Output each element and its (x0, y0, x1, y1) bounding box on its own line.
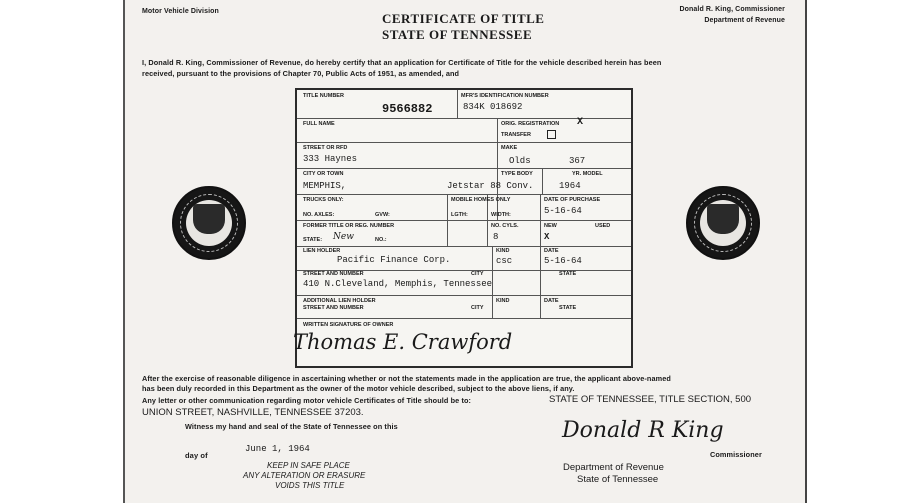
title-section-address-2: UNION STREET, NASHVILLE, TENNESSEE 37203. (142, 407, 364, 418)
commissioner-header: Donald R. King, Commissioner (679, 6, 785, 13)
orig-registration-label: ORIG. REGISTRATION (501, 121, 560, 127)
state-footer: State of Tennessee (577, 474, 659, 485)
additional-street-label: STREET AND NUMBER (303, 305, 364, 311)
additional-city-label: CITY (471, 305, 484, 311)
state-title: STATE OF TENNESSEE (382, 27, 533, 42)
title-number-value: 9566882 (382, 102, 433, 116)
lien-state-label: STATE (559, 271, 577, 277)
purchase-date-label: DATE OF PURCHASE (544, 197, 601, 203)
used-label: USED (595, 223, 611, 229)
body-value: Jetstar 88 Conv. (447, 181, 534, 191)
yr-model-label: YR. MODEL (572, 171, 603, 177)
day-of-label: day of (185, 451, 208, 460)
full-name-label: FULL NAME (303, 121, 335, 127)
new-label: NEW (544, 223, 557, 229)
former-number-label: NO.: (375, 237, 387, 243)
new-mark: X (544, 232, 550, 242)
lien-date-label: DATE (544, 248, 559, 254)
title-number-label: TITLE NUMBER (303, 93, 344, 99)
purchase-date-value: 5-16-64 (544, 206, 582, 216)
make-label: MAKE (501, 145, 518, 151)
owner-signature: Thomas E. Crawford (293, 330, 513, 354)
trucks-label: TRUCKS ONLY: (303, 197, 344, 203)
certificate-sheet (123, 0, 807, 503)
warning-line-2: ANY ALTERATION OR ERASURE (243, 471, 366, 480)
additional-date-label: DATE (544, 298, 559, 304)
additional-lien-label: ADDITIONAL LIEN HOLDER (303, 298, 376, 304)
state-seal-right-icon (686, 186, 760, 260)
gvw-label: GVW: (375, 212, 390, 218)
transfer-checkbox (547, 130, 556, 139)
vehicle-form (295, 88, 633, 368)
former-title-label: FORMER TITLE OR REG. NUMBER (303, 223, 395, 229)
intro-line-1: I, Donald R. King, Commissioner of Revenue, do hereby certify that an application for Certificate of Title for the vehicle described herein has been (142, 58, 662, 67)
lien-date-value: 5-16-64 (544, 256, 582, 266)
mfr-id-label: MFR'S IDENTIFICATION NUMBER (461, 93, 549, 99)
width-label: WIDTH: (491, 212, 511, 218)
footer-line-2: has been duly recorded in this Department as the owner of the motor vehicle described, subject to the above liens, if any. (142, 384, 575, 393)
street-value: 333 Haynes (303, 154, 358, 164)
commissioner-signature: Donald R King (562, 418, 724, 443)
cylinders-label: NO. CYLS. (491, 223, 519, 229)
department-header: Department of Revenue (704, 17, 785, 24)
footer-line-3: Any letter or other communication regarding motor vehicle Certificates of Title should be to: (142, 396, 472, 405)
lien-kind-label: KIND (496, 248, 510, 254)
lien-city-label: CITY (471, 271, 484, 277)
city-label: CITY OR TOWN (303, 171, 344, 177)
street-label: STREET OR RFD (303, 145, 348, 151)
commissioner-label: Commissioner (710, 450, 762, 459)
additional-kind-label: KIND (496, 298, 510, 304)
mfr-id-value: 834K 018692 (463, 102, 523, 112)
state-label: STATE: (303, 237, 323, 243)
body-label: TYPE BODY (501, 171, 533, 177)
department-footer: Department of Revenue (563, 462, 664, 473)
owner-signature-label: WRITTEN SIGNATURE OF OWNER (303, 322, 394, 328)
certificate-title: CERTIFICATE OF TITLE (382, 11, 545, 26)
warning-line-3: VOIDS THIS TITLE (275, 481, 345, 490)
lien-kind-value: csc (496, 256, 513, 266)
cylinders-value: 8 (493, 232, 499, 242)
footer-line-1: After the exercise of reasonable diligence in ascertaining whether or not the statements made in the application are true, the applicant above-named (142, 374, 671, 383)
additional-state-label: STATE (559, 305, 577, 311)
axles-label: NO. AXLES: (303, 212, 335, 218)
make-model-value: 367 (569, 156, 586, 166)
city-value: MEMPHIS, (303, 181, 347, 191)
division-label: Motor Vehicle Division (142, 8, 219, 15)
orig-registration-mark: X (577, 117, 584, 128)
state-seal-left-icon (172, 186, 246, 260)
warning-line-1: KEEP IN SAFE PLACE (267, 461, 350, 470)
witness-text: Witness my hand and seal of the State of Tennessee on this (185, 422, 398, 431)
issue-date: June 1, 1964 (245, 444, 310, 454)
mobile-homes-label: MOBILE HOMES ONLY (451, 197, 511, 203)
make-value: Olds (509, 156, 531, 166)
length-label: LGTH: (451, 212, 468, 218)
lien-street-label: STREET AND NUMBER (303, 271, 364, 277)
transfer-label: TRANSFER (501, 132, 531, 138)
lien-holder-label: LIEN HOLDER (303, 248, 341, 254)
year-value: 1964 (559, 181, 581, 191)
title-section-address-1: STATE OF TENNESSEE, TITLE SECTION, 500 (549, 394, 752, 405)
intro-line-2: received, pursuant to the provisions of Chapter 70, Public Acts of 1951, as amended, and (142, 69, 460, 78)
lien-address-value: 410 N.Cleveland, Memphis, Tennessee (303, 279, 493, 289)
state-value: New (333, 232, 354, 242)
lien-holder-value: Pacific Finance Corp. (337, 255, 451, 265)
